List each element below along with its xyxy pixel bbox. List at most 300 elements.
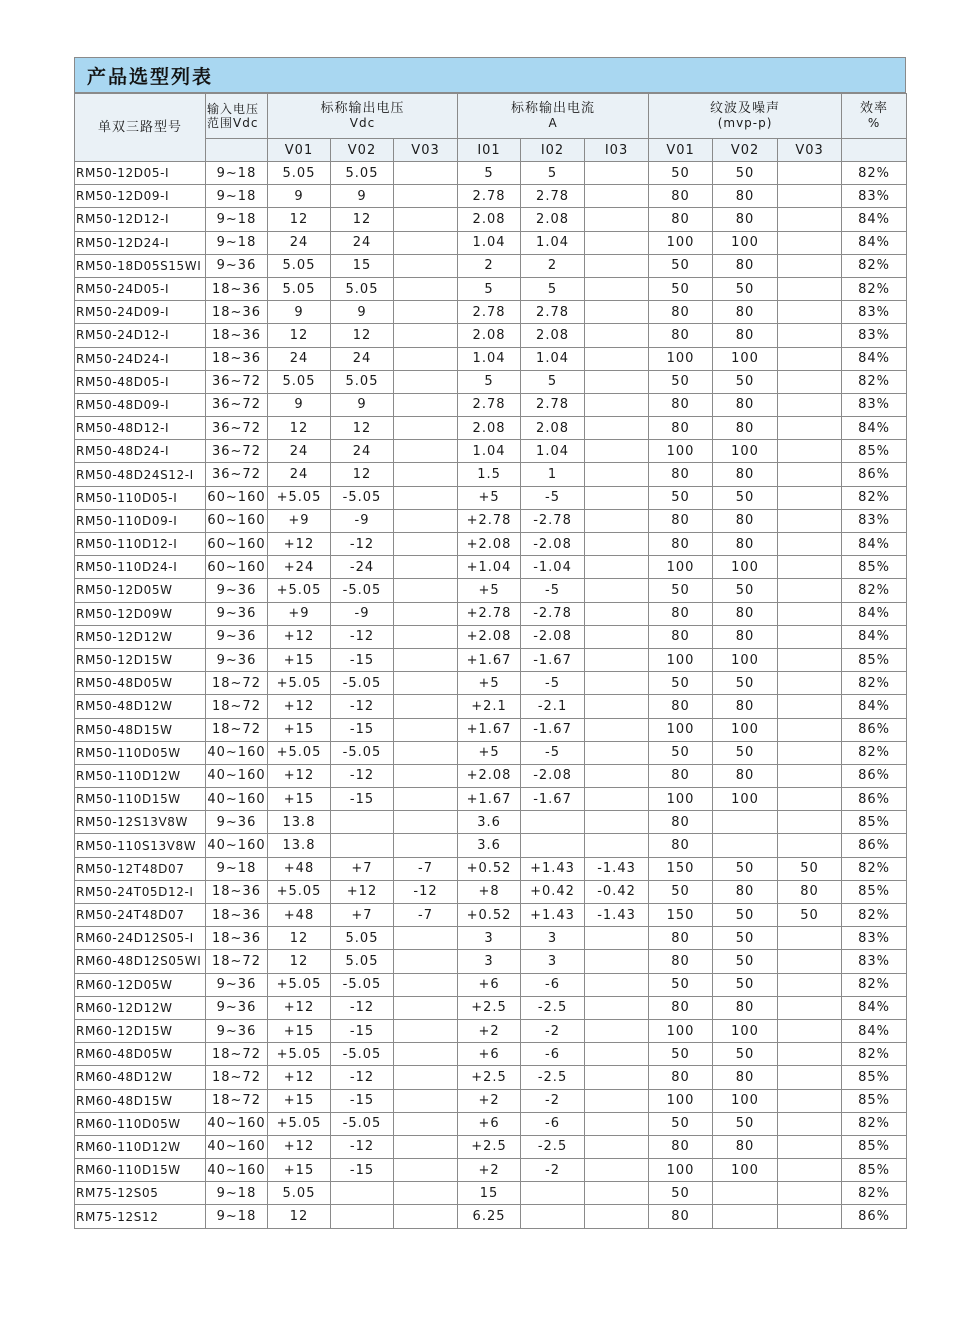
cell-ripple-1: 80 [649, 463, 713, 486]
cell-vout-2: 5.05 [331, 277, 394, 300]
cell-vout-3 [394, 579, 458, 602]
cell-input-range: 18~36 [206, 301, 268, 324]
cell-input-range: 18~36 [206, 277, 268, 300]
cell-iout-1: +2.1 [458, 695, 521, 718]
cell-ripple-3 [778, 393, 842, 416]
cell-ripple-1: 50 [649, 880, 713, 903]
table-row [75, 741, 907, 764]
cell-model: RM50-110D05-I [75, 486, 206, 509]
cell-iout-3 [585, 579, 649, 602]
cell-efficiency: 86% [842, 788, 907, 811]
cell-efficiency: 83% [842, 950, 907, 973]
cell-model: RM50-48D24-I [75, 440, 206, 463]
cell-ripple-1: 80 [649, 1205, 713, 1228]
cell-efficiency: 84% [842, 417, 907, 440]
cell-vout-1: 13.8 [268, 811, 331, 834]
table-row [75, 764, 907, 787]
cell-model: RM60-12D12W [75, 996, 206, 1019]
cell-input-range: 18~36 [206, 880, 268, 903]
cell-ripple-1: 50 [649, 370, 713, 393]
cell-ripple-2 [713, 1205, 778, 1228]
header-vout-unit: Vdc [349, 116, 376, 130]
cell-vout-1: +5.05 [268, 973, 331, 996]
table-row [75, 927, 907, 950]
cell-vout-3 [394, 1019, 458, 1042]
cell-efficiency: 85% [842, 440, 907, 463]
cell-ripple-3 [778, 185, 842, 208]
cell-ripple-2: 100 [713, 1019, 778, 1042]
cell-ripple-1: 50 [649, 162, 713, 185]
header-ripple-label: 纹波及噪声 [710, 101, 781, 116]
cell-ripple-1: 80 [649, 811, 713, 834]
cell-ripple-1: 150 [649, 904, 713, 927]
cell-vout-1: 9 [268, 301, 331, 324]
cell-iout-2 [521, 834, 585, 857]
cell-efficiency: 83% [842, 301, 907, 324]
table-row [75, 718, 907, 741]
cell-iout-1: 15 [458, 1182, 521, 1205]
table-row [75, 811, 907, 834]
cell-iout-3 [585, 162, 649, 185]
cell-input-range: 18~72 [206, 718, 268, 741]
cell-vout-3 [394, 324, 458, 347]
cell-iout-2: 1.04 [521, 440, 585, 463]
cell-efficiency: 82% [842, 1182, 907, 1205]
cell-vout-1: 24 [268, 347, 331, 370]
cell-iout-1: 5 [458, 370, 521, 393]
cell-ripple-1: 80 [649, 927, 713, 950]
cell-ripple-2: 50 [713, 579, 778, 602]
cell-iout-1: 3.6 [458, 811, 521, 834]
cell-input-range: 9~36 [206, 648, 268, 671]
cell-ripple-1: 50 [649, 277, 713, 300]
cell-vout-1: +15 [268, 1019, 331, 1042]
cell-iout-3 [585, 393, 649, 416]
table-row [75, 1043, 907, 1066]
cell-iout-2: 1.04 [521, 231, 585, 254]
cell-model: RM50-48D05W [75, 672, 206, 695]
table-row [75, 880, 907, 903]
cell-vout-2: -5.05 [331, 1112, 394, 1135]
cell-model: RM50-24D05-I [75, 277, 206, 300]
cell-iout-2: -5 [521, 741, 585, 764]
cell-vout-1: 12 [268, 1205, 331, 1228]
cell-iout-3 [585, 486, 649, 509]
cell-iout-2: -1.67 [521, 788, 585, 811]
subheader-v03: V03 [394, 139, 458, 162]
cell-ripple-3 [778, 417, 842, 440]
cell-efficiency: 83% [842, 509, 907, 532]
cell-model: RM50-12D12-I [75, 208, 206, 231]
cell-ripple-3 [778, 1159, 842, 1182]
cell-ripple-3 [778, 625, 842, 648]
cell-input-range: 40~160 [206, 741, 268, 764]
cell-iout-1: +2.5 [458, 1066, 521, 1089]
cell-vout-2: 24 [331, 231, 394, 254]
cell-iout-2: -5 [521, 579, 585, 602]
cell-iout-2: -2.5 [521, 1066, 585, 1089]
cell-vout-3 [394, 1159, 458, 1182]
cell-ripple-1: 100 [649, 718, 713, 741]
cell-ripple-3 [778, 718, 842, 741]
cell-vout-2: 12 [331, 208, 394, 231]
cell-model: RM75-12S12 [75, 1205, 206, 1228]
cell-input-range: 60~160 [206, 556, 268, 579]
cell-model: RM50-110D15W [75, 788, 206, 811]
cell-vout-3: -7 [394, 904, 458, 927]
cell-vout-2: -15 [331, 1019, 394, 1042]
cell-iout-2: 1 [521, 463, 585, 486]
cell-vout-1: +5.05 [268, 880, 331, 903]
cell-iout-1: 3 [458, 927, 521, 950]
cell-ripple-3 [778, 486, 842, 509]
cell-model: RM50-24T48D07 [75, 904, 206, 927]
cell-vout-2: -9 [331, 602, 394, 625]
cell-ripple-1: 80 [649, 625, 713, 648]
cell-iout-3 [585, 625, 649, 648]
cell-ripple-2: 80 [713, 301, 778, 324]
cell-iout-2: -2.78 [521, 602, 585, 625]
cell-input-range: 9~18 [206, 857, 268, 880]
cell-ripple-2: 80 [713, 764, 778, 787]
cell-efficiency: 82% [842, 254, 907, 277]
cell-iout-3 [585, 741, 649, 764]
cell-ripple-3 [778, 602, 842, 625]
cell-vout-1: +15 [268, 1089, 331, 1112]
cell-vout-1: 9 [268, 393, 331, 416]
cell-iout-1: 3 [458, 950, 521, 973]
cell-ripple-2: 80 [713, 185, 778, 208]
cell-iout-3: -1.43 [585, 904, 649, 927]
subheader-i01: I01 [458, 139, 521, 162]
cell-iout-3 [585, 950, 649, 973]
cell-vout-2: 12 [331, 324, 394, 347]
cell-vout-2 [331, 811, 394, 834]
cell-iout-2: -2.08 [521, 533, 585, 556]
cell-iout-1: +2.78 [458, 602, 521, 625]
cell-input-range: 9~36 [206, 811, 268, 834]
cell-iout-2: +1.43 [521, 857, 585, 880]
cell-model: RM50-12D09W [75, 602, 206, 625]
cell-iout-2: -2.5 [521, 1135, 585, 1158]
table-row [75, 208, 907, 231]
cell-vout-1: +5.05 [268, 486, 331, 509]
cell-iout-3 [585, 254, 649, 277]
cell-iout-1: +2 [458, 1019, 521, 1042]
cell-ripple-3 [778, 1019, 842, 1042]
table-row [75, 185, 907, 208]
cell-ripple-1: 80 [649, 185, 713, 208]
cell-efficiency: 82% [842, 857, 907, 880]
cell-ripple-2: 80 [713, 1066, 778, 1089]
cell-vout-1: +9 [268, 509, 331, 532]
cell-vout-3 [394, 208, 458, 231]
cell-input-range: 9~18 [206, 1205, 268, 1228]
cell-ripple-2: 80 [713, 625, 778, 648]
cell-iout-3 [585, 764, 649, 787]
cell-input-range: 9~18 [206, 162, 268, 185]
cell-vout-2: 15 [331, 254, 394, 277]
cell-vout-1: 12 [268, 927, 331, 950]
cell-efficiency: 86% [842, 463, 907, 486]
table-row [75, 950, 907, 973]
cell-iout-2: 5 [521, 162, 585, 185]
cell-ripple-1: 80 [649, 602, 713, 625]
cell-input-range: 40~160 [206, 834, 268, 857]
cell-ripple-1: 100 [649, 648, 713, 671]
cell-model: RM50-110D09-I [75, 509, 206, 532]
cell-vout-3 [394, 254, 458, 277]
table-row [75, 463, 907, 486]
table-row [75, 857, 907, 880]
cell-iout-1: 1.04 [458, 440, 521, 463]
cell-iout-2: -6 [521, 1043, 585, 1066]
cell-input-range: 9~18 [206, 1182, 268, 1205]
cell-vout-3 [394, 950, 458, 973]
cell-vout-2: -15 [331, 1089, 394, 1112]
cell-iout-3: -1.43 [585, 857, 649, 880]
cell-iout-2 [521, 1205, 585, 1228]
cell-iout-3 [585, 208, 649, 231]
cell-ripple-1: 100 [649, 1159, 713, 1182]
cell-vout-2: -24 [331, 556, 394, 579]
cell-vout-2: -5.05 [331, 579, 394, 602]
cell-ripple-3 [778, 509, 842, 532]
cell-input-range: 9~36 [206, 602, 268, 625]
cell-input-range: 18~72 [206, 695, 268, 718]
cell-iout-3 [585, 301, 649, 324]
cell-vout-1: 12 [268, 208, 331, 231]
cell-model: RM50-18D05S15WI [75, 254, 206, 277]
cell-iout-2: -2 [521, 1019, 585, 1042]
cell-vout-2: 24 [331, 440, 394, 463]
cell-ripple-2: 50 [713, 927, 778, 950]
cell-input-range: 40~160 [206, 1159, 268, 1182]
cell-ripple-2: 50 [713, 904, 778, 927]
table-row [75, 347, 907, 370]
cell-iout-2: -1.67 [521, 718, 585, 741]
cell-input-range: 9~36 [206, 579, 268, 602]
cell-ripple-3 [778, 811, 842, 834]
cell-iout-1: 2.78 [458, 185, 521, 208]
cell-vout-3 [394, 1066, 458, 1089]
cell-model: RM60-48D15W [75, 1089, 206, 1112]
cell-vout-1: 5.05 [268, 162, 331, 185]
cell-vout-3 [394, 695, 458, 718]
cell-vout-1: +12 [268, 625, 331, 648]
cell-vout-1: +15 [268, 648, 331, 671]
cell-ripple-1: 100 [649, 231, 713, 254]
cell-model: RM50-110S13V8W [75, 834, 206, 857]
cell-iout-2: 2.78 [521, 393, 585, 416]
table-row [75, 417, 907, 440]
cell-iout-1: +1.04 [458, 556, 521, 579]
cell-vout-2: +12 [331, 880, 394, 903]
cell-efficiency: 82% [842, 1112, 907, 1135]
cell-iout-3 [585, 440, 649, 463]
cell-ripple-3 [778, 440, 842, 463]
cell-input-range: 9~36 [206, 973, 268, 996]
cell-model: RM50-48D09-I [75, 393, 206, 416]
table-row [75, 393, 907, 416]
cell-ripple-1: 80 [649, 996, 713, 1019]
cell-efficiency: 84% [842, 602, 907, 625]
table-row [75, 973, 907, 996]
cell-vout-2: -15 [331, 788, 394, 811]
cell-iout-1: +6 [458, 1043, 521, 1066]
cell-ripple-1: 80 [649, 1066, 713, 1089]
cell-model: RM60-48D05W [75, 1043, 206, 1066]
cell-input-range: 18~72 [206, 950, 268, 973]
cell-efficiency: 85% [842, 811, 907, 834]
cell-iout-1: +1.67 [458, 648, 521, 671]
cell-model: RM50-12D09-I [75, 185, 206, 208]
cell-iout-3 [585, 648, 649, 671]
cell-vout-1: +12 [268, 695, 331, 718]
cell-ripple-3 [778, 764, 842, 787]
table-row [75, 486, 907, 509]
cell-iout-2: -2.08 [521, 764, 585, 787]
cell-ripple-1: 80 [649, 1135, 713, 1158]
table-body [75, 162, 907, 1229]
cell-iout-2: -5 [521, 672, 585, 695]
cell-iout-2: 2.08 [521, 417, 585, 440]
cell-ripple-3 [778, 672, 842, 695]
cell-iout-1: +2 [458, 1089, 521, 1112]
cell-vout-2 [331, 1205, 394, 1228]
table-row [75, 1112, 907, 1135]
cell-input-range: 60~160 [206, 509, 268, 532]
title-bar [74, 57, 906, 93]
header-iout-unit: A [548, 116, 558, 130]
cell-efficiency: 84% [842, 625, 907, 648]
cell-efficiency: 84% [842, 231, 907, 254]
cell-ripple-3 [778, 370, 842, 393]
cell-efficiency: 85% [842, 880, 907, 903]
cell-iout-1: +5 [458, 741, 521, 764]
cell-model: RM50-24D09-I [75, 301, 206, 324]
cell-vout-3 [394, 996, 458, 1019]
cell-vout-2: 24 [331, 347, 394, 370]
cell-efficiency: 85% [842, 556, 907, 579]
cell-vout-3 [394, 973, 458, 996]
cell-vout-1: +5.05 [268, 672, 331, 695]
cell-vout-3 [394, 417, 458, 440]
cell-ripple-1: 80 [649, 695, 713, 718]
cell-vout-1: +48 [268, 857, 331, 880]
cell-input-range: 18~72 [206, 672, 268, 695]
cell-iout-2: +1.43 [521, 904, 585, 927]
cell-ripple-1: 50 [649, 254, 713, 277]
cell-vout-1: +12 [268, 1135, 331, 1158]
cell-input-range: 18~72 [206, 1089, 268, 1112]
cell-iout-1: +5 [458, 486, 521, 509]
table-row [75, 370, 907, 393]
cell-ripple-2: 50 [713, 1112, 778, 1135]
cell-ripple-2: 80 [713, 1135, 778, 1158]
cell-vout-3 [394, 556, 458, 579]
cell-vout-1: +12 [268, 533, 331, 556]
cell-iout-3 [585, 811, 649, 834]
cell-iout-1: 2.08 [458, 417, 521, 440]
cell-model: RM50-110D24-I [75, 556, 206, 579]
cell-vout-2: +7 [331, 857, 394, 880]
cell-iout-1: +8 [458, 880, 521, 903]
cell-model: RM50-48D24S12-I [75, 463, 206, 486]
cell-ripple-3 [778, 208, 842, 231]
cell-vout-2: 5.05 [331, 927, 394, 950]
table-row [75, 277, 907, 300]
cell-model: RM60-48D12W [75, 1066, 206, 1089]
cell-iout-3 [585, 1135, 649, 1158]
cell-ripple-1: 100 [649, 1089, 713, 1112]
cell-ripple-2: 80 [713, 254, 778, 277]
cell-input-range: 36~72 [206, 417, 268, 440]
subheader-ripple-v01: V01 [649, 139, 713, 162]
cell-iout-3 [585, 834, 649, 857]
cell-ripple-2: 100 [713, 1089, 778, 1112]
cell-ripple-2: 80 [713, 533, 778, 556]
cell-model: RM60-48D12S05WI [75, 950, 206, 973]
cell-model: RM50-12D24-I [75, 231, 206, 254]
cell-vout-2: -15 [331, 648, 394, 671]
cell-input-range: 36~72 [206, 463, 268, 486]
cell-input-range: 36~72 [206, 393, 268, 416]
cell-ripple-3 [778, 927, 842, 950]
cell-vout-3 [394, 533, 458, 556]
cell-iout-2: +0.42 [521, 880, 585, 903]
cell-iout-3 [585, 556, 649, 579]
cell-iout-3 [585, 347, 649, 370]
cell-model: RM60-24D12S05-I [75, 927, 206, 950]
cell-ripple-2: 100 [713, 231, 778, 254]
cell-iout-3 [585, 185, 649, 208]
cell-efficiency: 82% [842, 486, 907, 509]
cell-iout-2: -2 [521, 1089, 585, 1112]
header-eff-unit: % [867, 116, 881, 130]
cell-vout-3 [394, 509, 458, 532]
cell-vout-2: +7 [331, 904, 394, 927]
cell-vout-3 [394, 811, 458, 834]
cell-ripple-2: 100 [713, 788, 778, 811]
cell-model: RM50-110D12W [75, 764, 206, 787]
cell-vout-2: 5.05 [331, 162, 394, 185]
cell-vout-1: +15 [268, 718, 331, 741]
cell-efficiency: 82% [842, 162, 907, 185]
cell-ripple-2: 50 [713, 741, 778, 764]
cell-efficiency: 83% [842, 393, 907, 416]
cell-input-range: 18~36 [206, 347, 268, 370]
cell-vout-2: 12 [331, 463, 394, 486]
cell-vout-2: -12 [331, 764, 394, 787]
cell-iout-2: -2.1 [521, 695, 585, 718]
cell-iout-2: 1.04 [521, 347, 585, 370]
cell-ripple-2: 50 [713, 162, 778, 185]
cell-iout-1: +2.08 [458, 764, 521, 787]
cell-vout-2: -5.05 [331, 486, 394, 509]
table-row [75, 533, 907, 556]
cell-vout-1: 12 [268, 417, 331, 440]
cell-model: RM50-12D12W [75, 625, 206, 648]
cell-iout-2: 3 [521, 950, 585, 973]
cell-input-range: 40~160 [206, 788, 268, 811]
cell-vout-1: +48 [268, 904, 331, 927]
table-row [75, 1182, 907, 1205]
cell-efficiency: 82% [842, 1043, 907, 1066]
cell-vout-3 [394, 834, 458, 857]
cell-ripple-2: 80 [713, 208, 778, 231]
cell-ripple-2: 50 [713, 950, 778, 973]
